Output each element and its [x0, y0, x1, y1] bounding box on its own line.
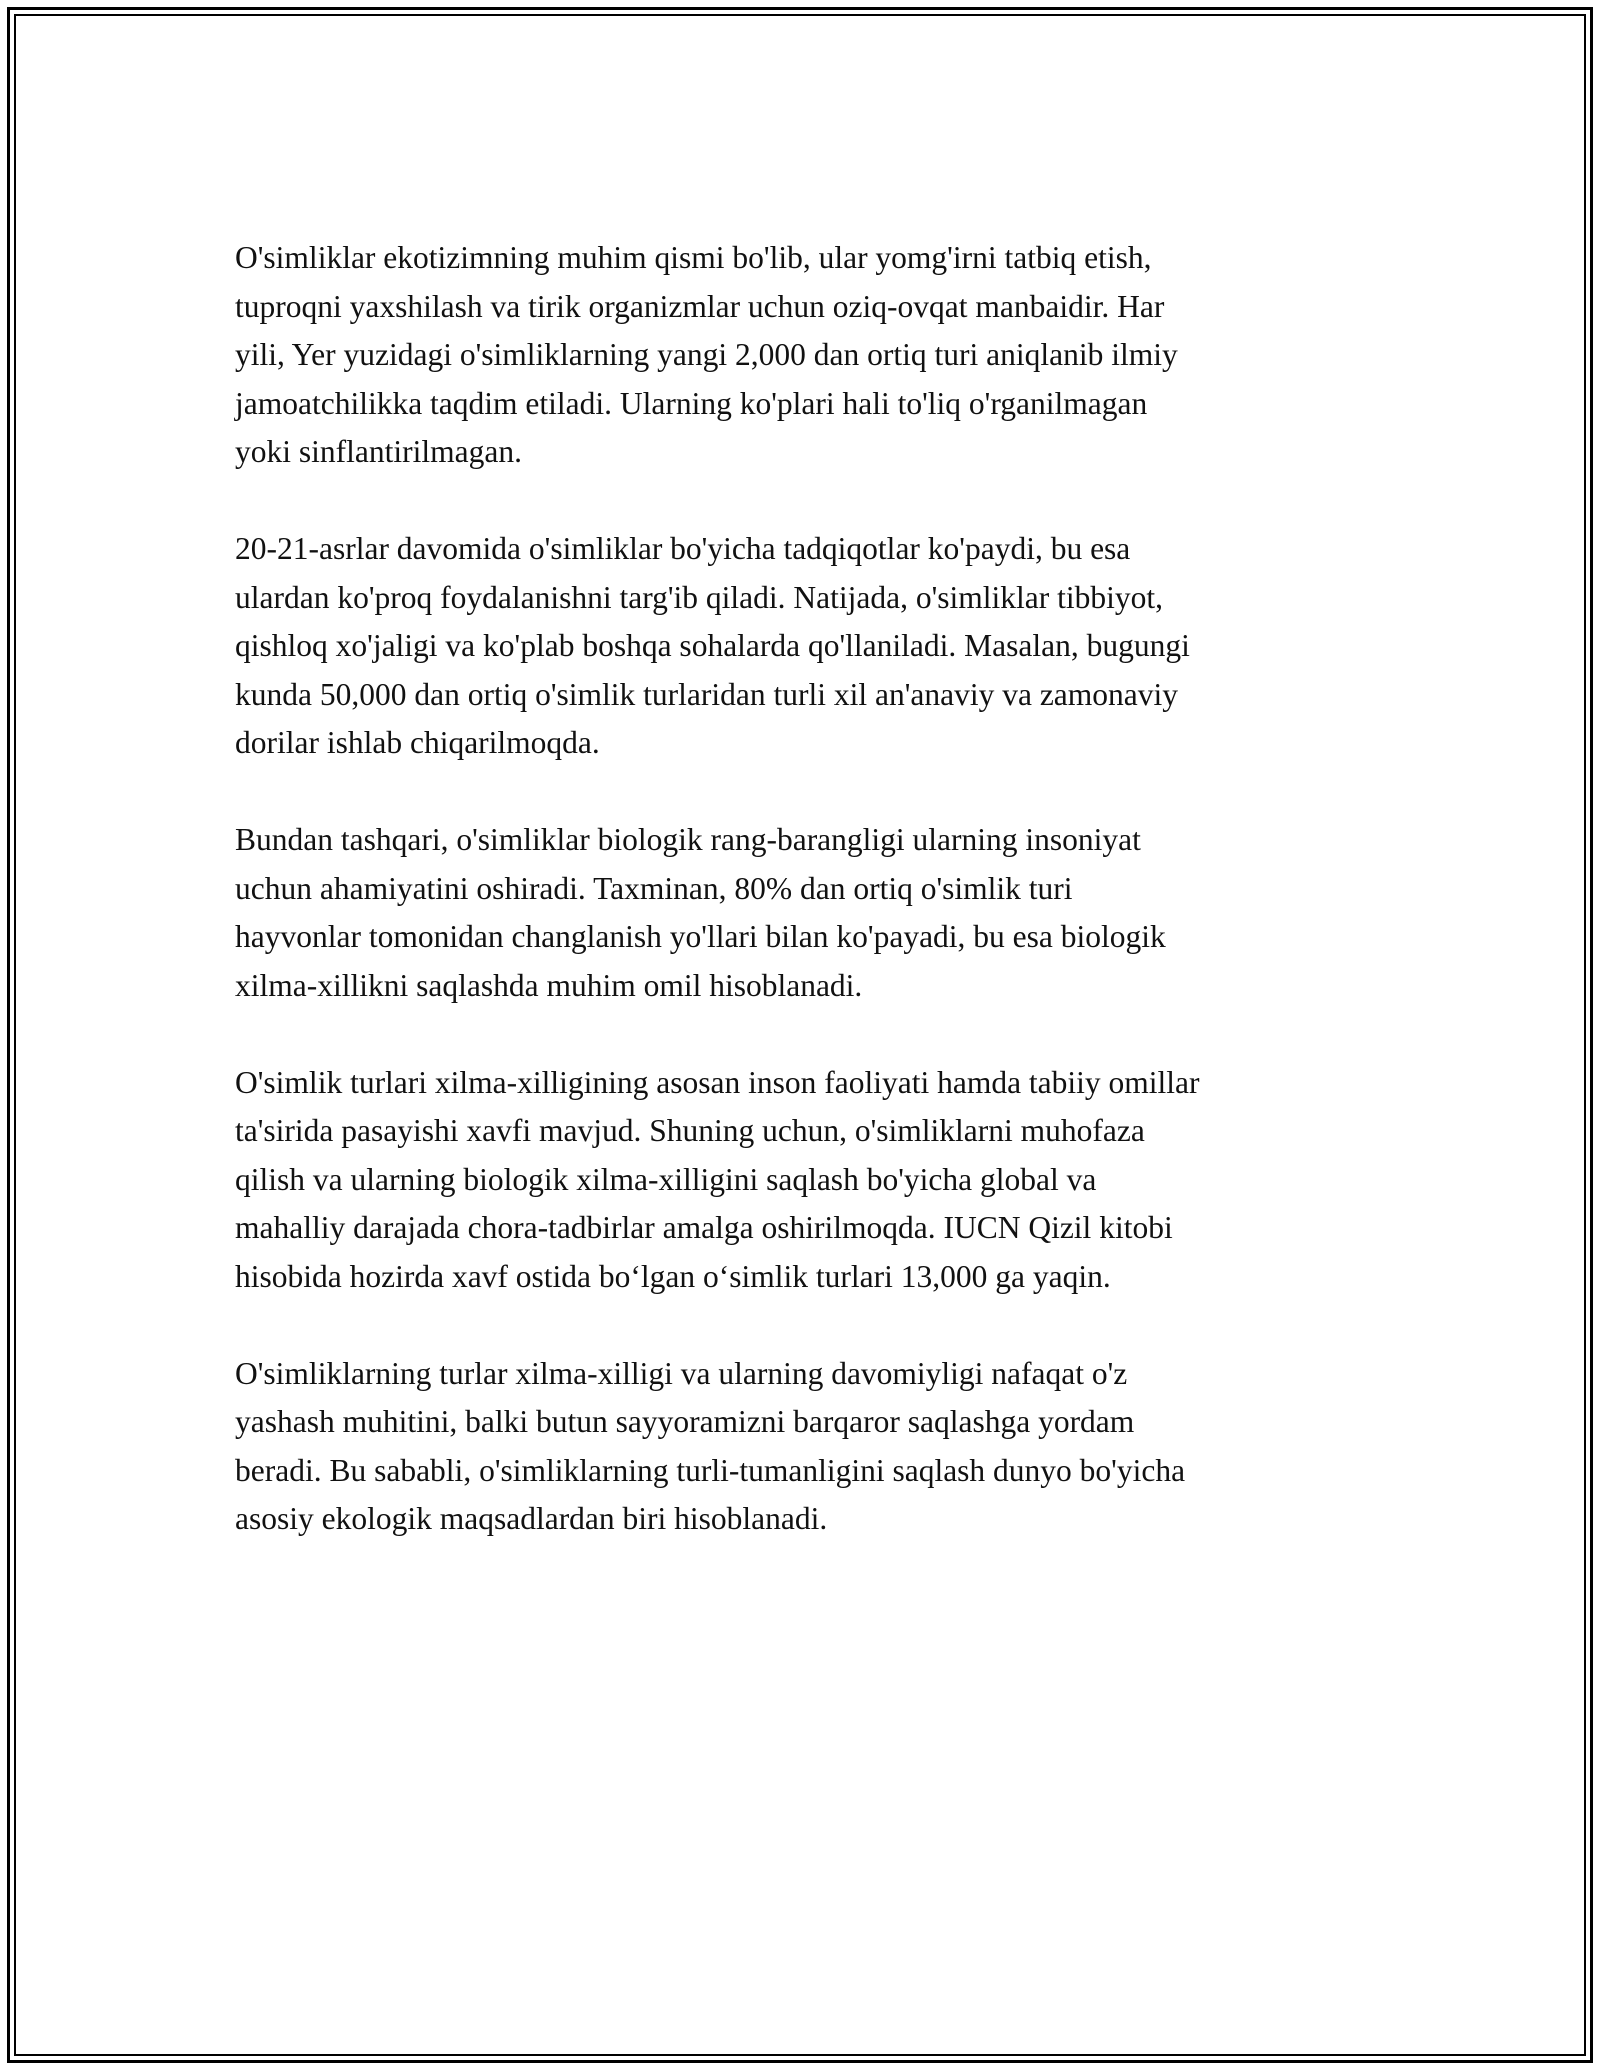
paragraph-3 [235, 816, 1365, 1010]
paragraph-1 [235, 234, 1365, 477]
paragraph-line: tuproqni yaxshilash va tirik organizmlar uchun oziq-ovqat manbaidir. Har [235, 288, 1165, 324]
document-body [235, 234, 1365, 1592]
paragraph-line: mahalliy darajada chora-tadbirlar amalga oshirilmoqda. IUCN Qizil kitobi [235, 1210, 1173, 1245]
paragraph-line: ulardan ko'proq foydalanishni targ'ib qiladi. Natijada, o'simliklar tibbiyot, [235, 579, 1164, 615]
paragraph-line: O'simliklarning turlar xilma-xilligi va ularning davomiyligi nafaqat o'z [235, 1355, 1128, 1391]
paragraph-line: O'simliklar ekotizimning muhim qismi bo'lib, ular yomg'irni tatbiq etish, [235, 240, 1152, 275]
paragraph-line: hisobida hozirda xavf ostida bo‘lgan o‘simlik turlari 13,000 ga yaqin. [235, 1258, 1111, 1294]
paragraph-4 [235, 1059, 1365, 1302]
paragraph-line: xilma-xillikni saqlashda muhim omil hisoblanadi. [235, 967, 863, 1003]
paragraph-line: dorilar ishlab chiqarilmoqda. [235, 725, 600, 760]
paragraph-line: yoki sinflantirilmagan. [235, 434, 522, 469]
paragraph-2 [235, 525, 1365, 768]
paragraph-line: ta'sirida pasayishi xavfi mavjud. Shuning uchun, o'simliklarni muhofaza [235, 1113, 1145, 1148]
paragraph-5 [235, 1350, 1365, 1544]
paragraph-line: hayvonlar tomonidan changlanish yo'llari bilan ko'payadi, bu esa biologik [235, 919, 1166, 954]
paragraph-line: qishloq xo'jaligi va ko'plab boshqa sohalarda qo'llaniladi. Masalan, bugungi [235, 628, 1190, 663]
paragraph-line: Bundan tashqari, o'simliklar biologik rang-barangligi ularning insoniyat [235, 822, 1141, 857]
paragraph-line: O'simlik turlari xilma-xilligining asosan inson faoliyati hamda tabiiy omillar [235, 1064, 1200, 1100]
paragraph-line: yashash muhitini, balki butun sayyoramizni barqaror saqlashga yordam [235, 1404, 1135, 1439]
paragraph-line: jamoatchilikka taqdim etiladi. Ularning ko'plari hali to'liq o'rganilmagan [235, 385, 1148, 421]
paragraph-line: qilish va ularning biologik xilma-xilligini saqlash bo'yicha global va [235, 1161, 1097, 1197]
paragraph-line: beradi. Bu sababli, o'simliklarning turli-tumanligini saqlash dunyo bo'yicha [235, 1452, 1186, 1488]
paragraph-line: kunda 50,000 dan ortiq o'simlik turlaridan turli xil an'anaviy va zamonaviy [235, 676, 1179, 712]
paragraph-line: uchun ahamiyatini oshiradi. Taxminan, 80% dan ortiq o'simlik turi [235, 870, 1073, 906]
paragraph-line: asosiy ekologik maqsadlardan biri hisoblanadi. [235, 1501, 828, 1536]
paragraph-line: 20-21-asrlar davomida o'simliklar bo'yicha tadqiqotlar ko'paydi, bu esa [235, 531, 1131, 566]
paragraph-line: yili, Yer yuzidagi o'simliklarning yangi 2,000 dan ortiq turi aniqlanib ilmiy [235, 337, 1178, 372]
